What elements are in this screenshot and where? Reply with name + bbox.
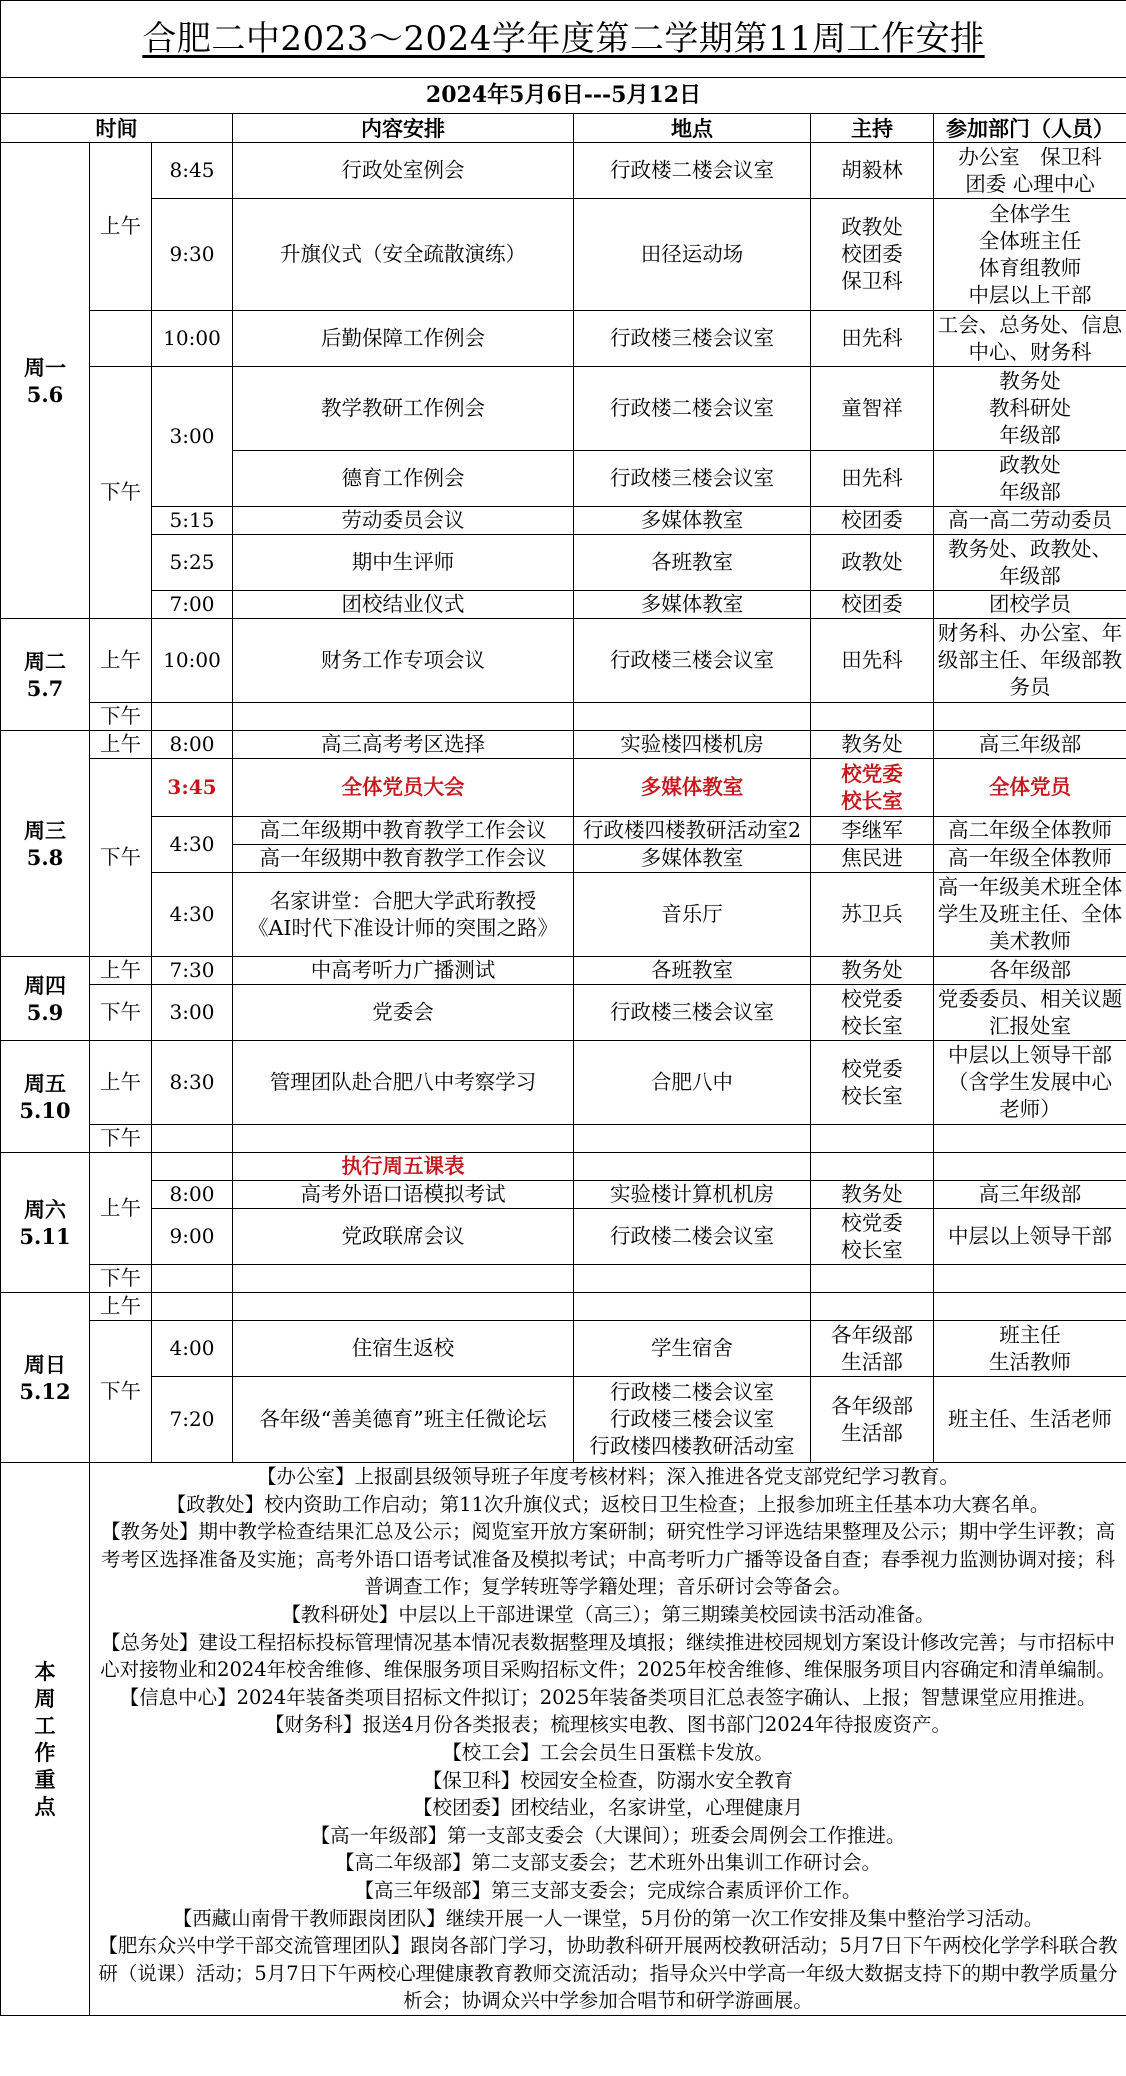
event-time: 5:15	[152, 507, 233, 535]
note-grade-3: 【高三年级部】第三支部支委会；完成综合素质评价工作。	[354, 1878, 862, 1902]
event-participants: 工会、总务处、信息中心、财务科	[934, 311, 1126, 367]
day-friday	[1, 1041, 90, 1153]
event-host: 校团委	[811, 507, 934, 535]
period-am: 上午	[90, 957, 152, 985]
period-am: 上午	[90, 731, 152, 759]
event-time-highlight: 3:45	[152, 759, 233, 817]
period-pm: 下午	[90, 1321, 152, 1463]
event-content: 期中生评师	[233, 535, 574, 591]
event-place: 行政楼三楼会议室	[574, 451, 811, 507]
event-participants: 办公室 保卫科 团委 心理中心	[934, 143, 1126, 199]
event-place: 行政楼二楼会议室	[574, 1209, 811, 1265]
day-name: 周六	[24, 1196, 66, 1222]
event-place: 学生宿舍	[574, 1321, 811, 1377]
note-general-affairs: 【总务处】建设工程招标投标管理情况基本情况表数据整理及填报；继续推进校园规划方案设计修改完善；与市招标中心对接物业和2024年校舍维修、维保服务项目采购招标文件；2025年校舍维修、维保服务项目内容确定和清单编制。	[100, 1630, 1116, 1682]
event-content: 行政处室例会	[233, 143, 574, 199]
weekly-focus-label: 本 周 工 作 重 点	[1, 1463, 90, 2016]
period-am: 上午	[90, 1041, 152, 1125]
event-host: 李继军	[811, 817, 934, 845]
event-content: 劳动委员会议	[233, 507, 574, 535]
event-content: 党委会	[233, 985, 574, 1041]
event-place-highlight: 多媒体教室	[574, 759, 811, 817]
event-participants-highlight: 全体党员	[934, 759, 1126, 817]
header-participants: 参加部门（人员）	[934, 114, 1126, 143]
event-place: 多媒体教室	[574, 591, 811, 619]
event-host: 校团委	[811, 591, 934, 619]
event-participants: 高三年级部	[934, 1181, 1126, 1209]
event-time: 3:00	[152, 985, 233, 1041]
event-time: 4:00	[152, 1321, 233, 1377]
event-participants: 财务科、办公室、年级部主任、年级部教务员	[934, 619, 1126, 703]
event-place: 实验楼四楼机房	[574, 731, 811, 759]
event-time: 7:30	[152, 957, 233, 985]
note-office: 【办公室】上报副县级领导班子年度考核材料；深入推进各党支部党纪学习教育。	[256, 1465, 959, 1488]
event-participants: 中层以上领导干部	[934, 1209, 1126, 1265]
event-host: 校党委 校长室	[811, 985, 934, 1041]
event-participants: 党委委员、相关议题汇报处室	[934, 985, 1126, 1041]
day-name: 周二	[24, 648, 66, 674]
event-host: 童智祥	[811, 367, 934, 451]
event-time: 9:30	[152, 199, 233, 311]
event-time: 7:20	[152, 1377, 233, 1463]
note-union: 【校工会】工会会员生日蛋糕卡发放。	[442, 1740, 774, 1764]
event-host: 政教处	[811, 535, 934, 591]
event-host-highlight: 校党委 校长室	[811, 759, 934, 817]
event-host: 校党委 校长室	[811, 1209, 934, 1265]
period-pm: 下午	[90, 703, 152, 731]
day-sunday	[1, 1293, 90, 1463]
event-time: 7:00	[152, 591, 233, 619]
page-title: 合肥二中2023～2024学年度第二学期第11周工作安排	[1, 1, 1126, 78]
event-content: 高三高考考区选择	[233, 731, 574, 759]
event-content: 高考外语口语模拟考试	[233, 1181, 574, 1209]
note-tibet-team: 【西藏山南骨干教师跟岗团队】继续开展一人一课堂，5月份的第一次工作安排及集中整治学习活动。	[172, 1906, 1044, 1930]
period-pm: 下午	[90, 1125, 152, 1153]
event-place: 音乐厅	[574, 873, 811, 957]
note-feidong-team: 【肥东众兴中学干部交流管理团队】跟岗各部门学习，协助教科研开展两校教研活动；5月7日下午两校化学学科联合教研（说课）活动；5月7日下午两校心理健康教育教师交流活动；指导众兴中学高一年级大数据支持下的期中教学质量分析会；协调众兴中学参加合唱节和研学游画展。	[98, 1934, 1118, 2013]
day-name: 周五	[24, 1070, 66, 1096]
event-place: 实验楼计算机机房	[574, 1181, 811, 1209]
event-content: 管理团队赴合肥八中考察学习	[233, 1041, 574, 1125]
day-tuesday	[1, 619, 90, 731]
day-wednesday	[1, 731, 90, 957]
event-content: 党政联席会议	[233, 1209, 574, 1265]
event-participants: 高三年级部	[934, 731, 1126, 759]
event-participants: 中层以上领导干部 （含学生发展中心 老师）	[934, 1041, 1126, 1125]
day-name: 周日	[24, 1351, 66, 1377]
event-time: 3:00	[152, 367, 233, 507]
event-participants: 班主任 生活教师	[934, 1321, 1126, 1377]
event-place: 各班教室	[574, 957, 811, 985]
event-content: 财务工作专项会议	[233, 619, 574, 703]
day-date: 5.7	[26, 675, 64, 701]
event-participants: 全体学生 全体班主任 体育组教师 中层以上干部	[934, 199, 1126, 311]
event-host: 教务处	[811, 731, 934, 759]
event-place: 各班教室	[574, 535, 811, 591]
event-host: 教务处	[811, 1181, 934, 1209]
event-place: 行政楼二楼会议室	[574, 367, 811, 451]
event-participants: 班主任、生活老师	[934, 1377, 1126, 1463]
note-finance: 【财务科】报送4月份各类报表；梳理核实电教、图书部门2024年待报废资产。	[264, 1713, 952, 1737]
event-place: 行政楼三楼会议室	[574, 985, 811, 1041]
event-host: 校党委 校长室	[811, 1041, 934, 1125]
note-info-center: 【信息中心】2024年装备类项目招标文件拟订；2025年装备类项目汇总表签字确认、上报；智慧课堂应用推进。	[119, 1685, 1097, 1709]
event-host: 各年级部 生活部	[811, 1377, 934, 1463]
event-content: 后勤保障工作例会	[233, 311, 574, 367]
day-date: 5.6	[26, 381, 64, 407]
note-youth-league: 【校团委】团校结业，名家讲堂，心理健康月	[412, 1796, 803, 1820]
note-political-education: 【政教处】校内资助工作启动；第11次升旗仪式；返校日卫生检查；上报参加班主任基本功大赛名单。	[166, 1492, 1050, 1516]
note-academic-affairs: 【教务处】期中教学检查结果汇总及公示；阅览室开放方案研制；研究性学习评选结果整理及公示；期中学生评教；高考考区选择准备及实施；高考外语口语考试准备及模拟考试；中高考听力广播等设备自查；春季视力监测协调对接；科普调查工作；复学转班等学籍处理；音乐研讨会等备会。	[100, 1520, 1115, 1599]
event-place: 合肥八中	[574, 1041, 811, 1125]
event-participants: 教务处 教科研处 年级部	[934, 367, 1126, 451]
event-place: 行政楼二楼会议室 行政楼三楼会议室 行政楼四楼教研活动室	[574, 1377, 811, 1463]
event-place: 行政楼三楼会议室	[574, 311, 811, 367]
period-am: 上午	[90, 1293, 152, 1321]
event-content: 团校结业仪式	[233, 591, 574, 619]
event-time: 9:00	[152, 1209, 233, 1265]
event-place: 行政楼二楼会议室	[574, 143, 811, 199]
event-content: 各年级“善美德育”班主任微论坛	[233, 1377, 574, 1463]
event-host: 各年级部 生活部	[811, 1321, 934, 1377]
event-host: 政教处 校团委 保卫科	[811, 199, 934, 311]
event-content: 住宿生返校	[233, 1321, 574, 1377]
day-monday	[1, 143, 90, 619]
event-time: 8:00	[152, 1181, 233, 1209]
note-security: 【保卫科】校园安全检查，防溺水安全教育	[422, 1768, 794, 1792]
event-participants: 高二年级全体教师	[934, 817, 1126, 845]
period-pm: 下午	[90, 985, 152, 1041]
event-host: 胡毅林	[811, 143, 934, 199]
event-content: 名家讲堂：合肥大学武珩教授 《AI时代下准设计师的突围之路》	[233, 873, 574, 957]
day-name: 周四	[24, 972, 66, 998]
event-host: 苏卫兵	[811, 873, 934, 957]
event-content: 德育工作例会	[233, 451, 574, 507]
event-content: 高一年级期中教育教学工作会议	[233, 845, 574, 873]
event-time: 4:30	[152, 873, 233, 957]
event-participants: 各年级部	[934, 957, 1126, 985]
event-content: 升旗仪式（安全疏散演练）	[233, 199, 574, 311]
event-time: 4:30	[152, 817, 233, 873]
event-host: 田先科	[811, 451, 934, 507]
period-pm: 下午	[90, 1265, 152, 1293]
day-name: 周一	[24, 354, 66, 380]
event-participants: 高一年级美术班全体学生及班主任、全体美术教师	[934, 873, 1126, 957]
event-time: 10:00	[152, 619, 233, 703]
day-date: 5.11	[19, 1223, 71, 1249]
event-participants: 高一高二劳动委员	[934, 507, 1126, 535]
day-date: 5.12	[19, 1378, 71, 1404]
date-range: 2024年5月6日---5月12日	[1, 78, 1126, 114]
event-time: 5:25	[152, 535, 233, 591]
event-participants: 高一年级全体教师	[934, 845, 1126, 873]
header-time: 时间	[1, 114, 233, 143]
event-content: 高二年级期中教育教学工作会议	[233, 817, 574, 845]
period-pm: 下午	[90, 367, 152, 619]
note-grade-1: 【高一年级部】第一支部支委会（大课间）；班委会周例会工作推进。	[310, 1823, 906, 1847]
event-content: 中高考听力广播测试	[233, 957, 574, 985]
event-place: 多媒体教室	[574, 845, 811, 873]
day-saturday	[1, 1153, 90, 1293]
event-participants: 教务处、政教处、 年级部	[934, 535, 1126, 591]
weekly-focus-list	[90, 1463, 1126, 2016]
event-host: 田先科	[811, 311, 934, 367]
event-place: 行政楼三楼会议室	[574, 619, 811, 703]
event-time: 8:30	[152, 1041, 233, 1125]
day-date: 5.10	[19, 1097, 71, 1123]
event-participants: 政教处 年级部	[934, 451, 1126, 507]
day-date: 5.9	[26, 999, 64, 1025]
event-time: 10:00	[152, 311, 233, 367]
event-host: 焦民进	[811, 845, 934, 873]
event-place: 行政楼四楼教研活动室2	[574, 817, 811, 845]
note-research: 【教科研处】中层以上干部进课堂（高三）；第三期臻美校园读书活动准备。	[281, 1602, 935, 1626]
header-host: 主持	[811, 114, 934, 143]
event-time: 8:00	[152, 731, 233, 759]
schedule-note: 执行周五课表	[233, 1153, 574, 1181]
event-time: 8:45	[152, 143, 233, 199]
header-content: 内容安排	[233, 114, 574, 143]
day-date: 5.8	[26, 844, 64, 870]
period-am: 上午	[90, 143, 152, 311]
period-am: 上午	[90, 1153, 152, 1265]
event-content-highlight: 全体党员大会	[233, 759, 574, 817]
event-participants: 团校学员	[934, 591, 1126, 619]
day-name: 周三	[24, 817, 66, 843]
event-content: 教学教研工作例会	[233, 367, 574, 451]
period-empty	[90, 311, 152, 367]
header-place: 地点	[574, 114, 811, 143]
event-place: 多媒体教室	[574, 507, 811, 535]
note-grade-2: 【高二年级部】第二支部支委会；艺术班外出集训工作研讨会。	[334, 1851, 881, 1875]
day-thursday	[1, 957, 90, 1041]
event-place: 田径运动场	[574, 199, 811, 311]
period-am: 上午	[90, 619, 152, 703]
event-host: 田先科	[811, 619, 934, 703]
period-pm: 下午	[90, 759, 152, 957]
event-host: 教务处	[811, 957, 934, 985]
